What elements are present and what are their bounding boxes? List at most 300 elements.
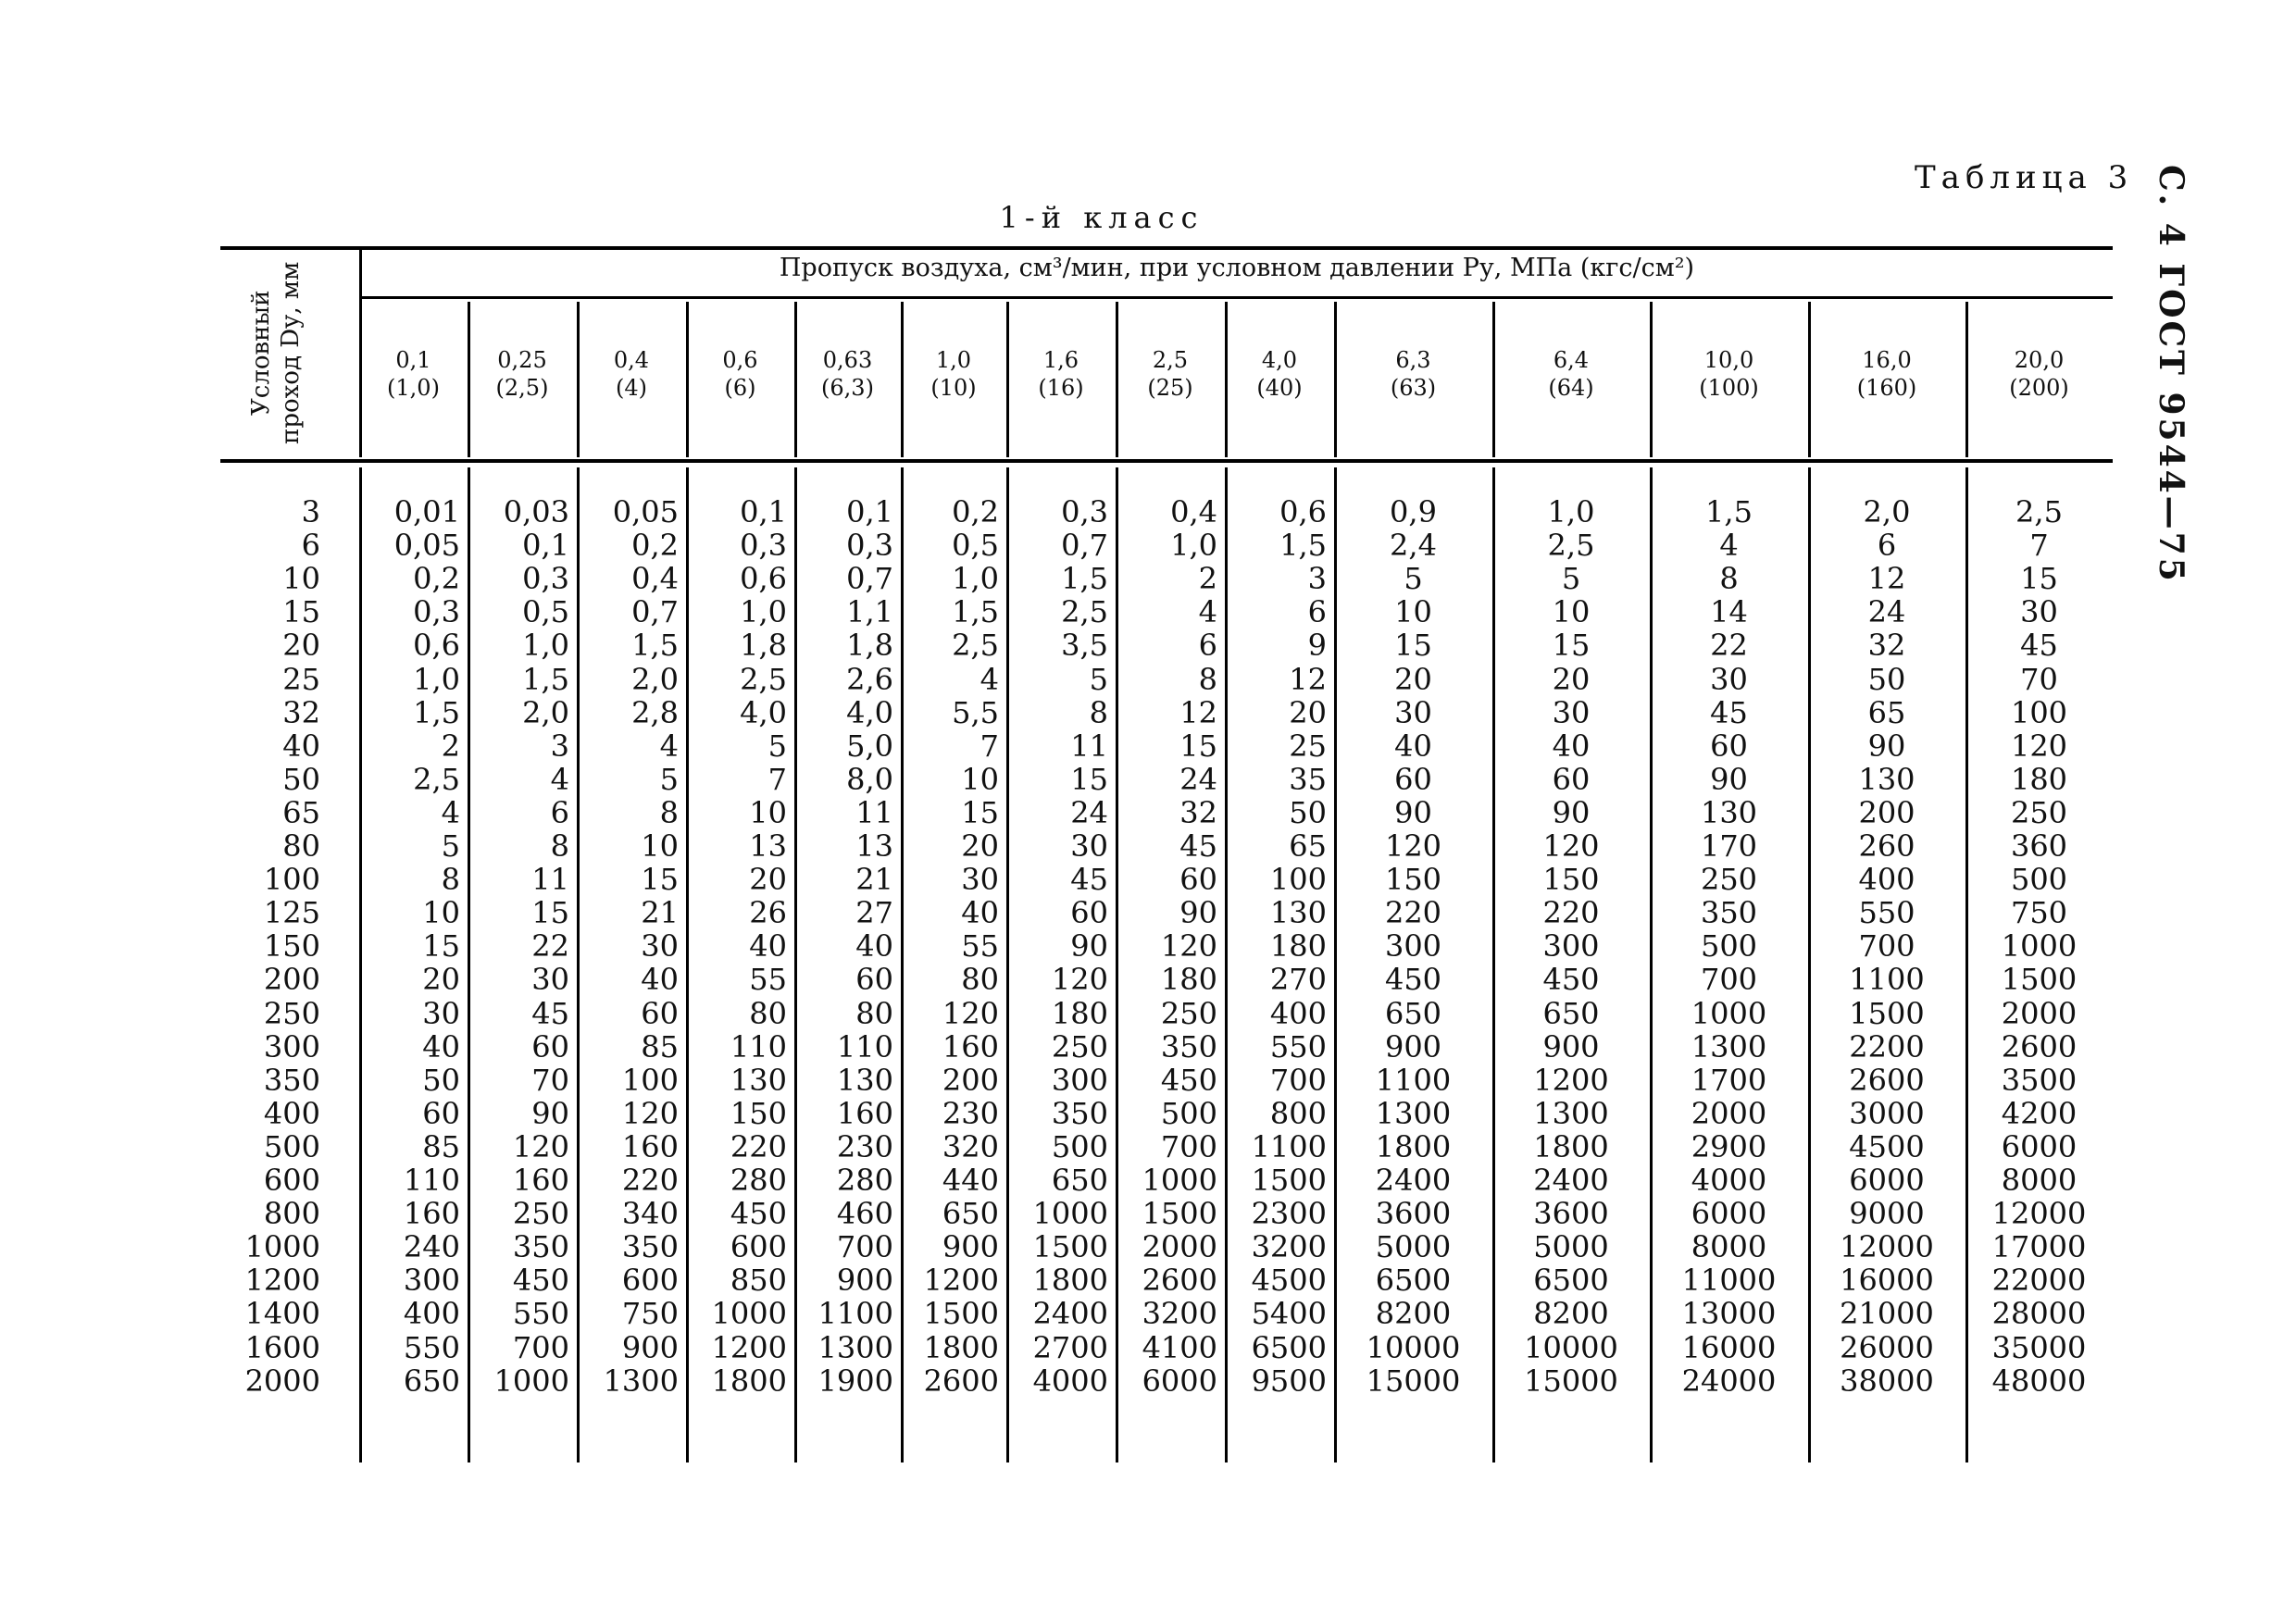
- value-cell: 16000: [1840, 1263, 1934, 1299]
- value-cell: 8: [441, 862, 460, 898]
- value-cell: 5400: [1251, 1296, 1327, 1332]
- value-cell: 0,1: [846, 494, 893, 529]
- value-cell: 1800: [711, 1363, 787, 1399]
- value-cell: 45: [1070, 862, 1108, 898]
- value-cell: 2600: [1849, 1062, 1925, 1098]
- value-cell: 1000: [1691, 995, 1767, 1031]
- value-cell: 0,3: [1061, 494, 1108, 529]
- value-cell: 5,5: [952, 694, 999, 730]
- value-cell: 40: [641, 962, 679, 998]
- value-cell: 900: [1384, 1028, 1442, 1064]
- value-cell: 2,5: [2015, 494, 2063, 529]
- value-cell: 0,3: [740, 528, 787, 564]
- value-cell: 6000: [1849, 1163, 1925, 1198]
- value-cell: 2300: [1251, 1196, 1327, 1232]
- value-cell: 0,9: [1390, 494, 1437, 529]
- value-cell: 1500: [1032, 1229, 1108, 1265]
- value-cell: 1100: [817, 1296, 893, 1332]
- value-cell: 600: [621, 1263, 679, 1299]
- value-cell: 1,0: [740, 594, 787, 630]
- value-cell: 60: [1394, 761, 1432, 797]
- value-cell: 900: [942, 1229, 999, 1265]
- value-cell: 180: [1160, 962, 1217, 998]
- value-cell: 120: [512, 1128, 569, 1164]
- standard-page-label: С. 4 ГОСТ 9544—75: [2152, 165, 2190, 584]
- value-cell: 90: [531, 1095, 569, 1131]
- value-cell: 22000: [1991, 1263, 2087, 1299]
- value-cell: 5,0: [846, 728, 893, 764]
- value-cell: 15: [531, 895, 569, 931]
- value-cell: 3600: [1375, 1196, 1452, 1232]
- value-cell: 40: [855, 928, 893, 965]
- value-cell: 2400: [1533, 1163, 1609, 1198]
- value-cell: 4500: [1251, 1263, 1327, 1299]
- value-cell: 1800: [1533, 1128, 1609, 1164]
- value-cell: 1000: [711, 1296, 787, 1332]
- value-cell: 1000: [2001, 928, 2078, 965]
- diameter-column-header: [220, 250, 331, 455]
- header-bottom-rule: [220, 459, 2113, 463]
- table-caption: Таблица 3: [1915, 159, 2134, 196]
- value-cell: 15000: [1524, 1363, 1618, 1399]
- value-cell: 9000: [1849, 1196, 1925, 1232]
- value-cell: 2,6: [846, 661, 893, 697]
- value-cell: 0,2: [631, 528, 679, 564]
- value-cell: 15: [961, 794, 999, 830]
- value-cell: 2900: [1691, 1128, 1767, 1164]
- value-cell: 1800: [1032, 1263, 1108, 1299]
- value-cell: 1500: [2001, 962, 2078, 998]
- value-cell: 15: [1179, 728, 1217, 764]
- value-cell: 5: [1089, 661, 1108, 697]
- value-cell: 200: [1858, 794, 1915, 830]
- value-cell: 25: [1289, 728, 1327, 764]
- value-cell: 1,5: [413, 694, 460, 730]
- value-cell: 150: [1384, 862, 1442, 898]
- value-cell: 1,0: [522, 628, 569, 664]
- pressure-column-header: 16,0 (160): [1856, 347, 1917, 401]
- value-cell: 90: [1179, 895, 1217, 931]
- value-cell: 130: [836, 1062, 893, 1098]
- value-cell: 1,5: [522, 661, 569, 697]
- value-cell: 3200: [1251, 1229, 1327, 1265]
- value-cell: 250: [512, 1196, 569, 1232]
- value-cell: 6000: [2001, 1128, 2078, 1164]
- value-cell: 0,3: [846, 528, 893, 564]
- value-cell: 700: [1858, 928, 1915, 965]
- value-cell: 2200: [1849, 1028, 1925, 1064]
- value-cell: 40: [1394, 728, 1432, 764]
- pressure-column-header: 1,0 (10): [930, 347, 977, 401]
- value-cell: 15: [2020, 561, 2058, 597]
- value-cell: 30: [1070, 828, 1108, 864]
- value-cell: 30: [531, 962, 569, 998]
- value-cell: 7: [980, 728, 999, 764]
- value-cell: 15000: [1366, 1363, 1461, 1399]
- value-cell: 8200: [1375, 1296, 1452, 1332]
- value-cell: 4000: [1032, 1363, 1108, 1399]
- value-cell: 130: [1269, 895, 1327, 931]
- value-cell: 100: [621, 1062, 679, 1098]
- value-cell: 6: [550, 794, 569, 830]
- value-cell: 15: [422, 928, 460, 965]
- pressure-column-header: 0,1 (1,0): [387, 347, 440, 401]
- value-cell: 12: [1867, 561, 1906, 597]
- value-cell: 3600: [1533, 1196, 1609, 1232]
- value-cell: 48000: [1991, 1363, 2087, 1399]
- value-cell: 45: [1710, 694, 1748, 730]
- value-cell: 2,5: [740, 661, 787, 697]
- value-cell: 24: [1867, 594, 1906, 630]
- value-cell: 240: [403, 1229, 460, 1265]
- value-cell: 180: [1269, 928, 1327, 965]
- value-cell: 500: [2010, 862, 2068, 898]
- value-cell: 60: [1552, 761, 1591, 797]
- value-cell: 3200: [1142, 1296, 1217, 1332]
- value-cell: 280: [730, 1163, 787, 1198]
- value-cell: 650: [1051, 1163, 1108, 1198]
- pressure-column-header: 0,6 (6): [722, 347, 758, 401]
- value-cell: 750: [2010, 895, 2068, 931]
- value-cell: 120: [942, 995, 999, 1031]
- value-cell: 24000: [1681, 1363, 1777, 1399]
- value-cell: 10: [961, 761, 999, 797]
- diameter-cell: 1200: [244, 1263, 320, 1299]
- body-column-rule: [577, 467, 580, 1462]
- value-cell: 8: [550, 828, 569, 864]
- value-cell: 6000: [1142, 1363, 1217, 1399]
- value-cell: 900: [836, 1263, 893, 1299]
- value-cell: 8,0: [846, 761, 893, 797]
- value-cell: 40: [961, 895, 999, 931]
- value-cell: 1,5: [631, 628, 679, 664]
- value-cell: 1300: [603, 1363, 679, 1399]
- diameter-cell: 400: [263, 1095, 320, 1131]
- body-column-rule: [1225, 467, 1228, 1462]
- value-cell: 0,2: [413, 561, 460, 597]
- value-cell: 100: [2010, 694, 2068, 730]
- value-cell: 300: [1542, 928, 1600, 965]
- value-cell: 35000: [1991, 1329, 2087, 1365]
- value-cell: 0,5: [952, 528, 999, 564]
- value-cell: 90: [1070, 928, 1108, 965]
- value-cell: 1100: [1849, 962, 1925, 998]
- value-cell: 450: [1542, 962, 1600, 998]
- value-cell: 1100: [1375, 1062, 1452, 1098]
- diameter-cell: 32: [282, 694, 320, 730]
- value-cell: 70: [2020, 661, 2058, 697]
- value-cell: 700: [1160, 1128, 1217, 1164]
- value-cell: 4: [980, 661, 999, 697]
- value-cell: 350: [1700, 895, 1758, 931]
- value-cell: 6500: [1251, 1329, 1327, 1365]
- value-cell: 2700: [1032, 1329, 1108, 1365]
- value-cell: 40: [422, 1028, 460, 1064]
- value-cell: 150: [1542, 862, 1600, 898]
- value-cell: 6000: [1691, 1196, 1767, 1232]
- value-cell: 60: [1710, 728, 1748, 764]
- value-cell: 21: [855, 862, 893, 898]
- value-cell: 22: [1710, 628, 1748, 664]
- value-cell: 10: [1552, 594, 1591, 630]
- value-cell: 60: [1070, 895, 1108, 931]
- table-top-rule: [220, 246, 2113, 250]
- value-cell: 10: [1394, 594, 1432, 630]
- value-cell: 11000: [1681, 1263, 1777, 1299]
- value-cell: 5: [767, 728, 787, 764]
- value-cell: 0,05: [393, 528, 460, 564]
- diameter-cell: 100: [263, 862, 320, 898]
- value-cell: 5: [1404, 561, 1423, 597]
- value-cell: 500: [1160, 1095, 1217, 1131]
- value-cell: 2,4: [1390, 528, 1437, 564]
- value-cell: 4,0: [846, 694, 893, 730]
- value-cell: 250: [1160, 995, 1217, 1031]
- value-cell: 400: [1269, 995, 1327, 1031]
- value-cell: 2000: [1691, 1095, 1767, 1131]
- pressure-column-header: 0,63 (6,3): [821, 347, 874, 401]
- value-cell: 1500: [1251, 1163, 1327, 1198]
- value-cell: 45: [2020, 628, 2058, 664]
- value-cell: 60: [855, 962, 893, 998]
- value-cell: 460: [836, 1196, 893, 1232]
- value-cell: 0,4: [1170, 494, 1217, 529]
- value-cell: 0,6: [413, 628, 460, 664]
- value-cell: 300: [403, 1263, 460, 1299]
- value-cell: 45: [531, 995, 569, 1031]
- value-cell: 550: [403, 1329, 460, 1365]
- value-cell: 2: [1198, 561, 1217, 597]
- value-cell: 350: [512, 1229, 569, 1265]
- pressure-column-header: 4,0 (40): [1256, 347, 1303, 401]
- value-cell: 4: [441, 794, 460, 830]
- value-cell: 350: [1051, 1095, 1108, 1131]
- value-cell: 650: [1384, 995, 1442, 1031]
- class-title: 1-й класс: [999, 200, 1204, 235]
- value-cell: 12000: [1991, 1196, 2087, 1232]
- value-cell: 130: [1700, 794, 1758, 830]
- value-cell: 30: [2020, 594, 2058, 630]
- value-cell: 2,5: [1061, 594, 1108, 630]
- diameter-cell: 150: [263, 928, 320, 965]
- diameter-cell: 600: [263, 1163, 320, 1198]
- value-cell: 90: [1710, 761, 1748, 797]
- value-cell: 1200: [923, 1263, 999, 1299]
- value-cell: 6500: [1533, 1263, 1609, 1299]
- value-cell: 40: [1552, 728, 1591, 764]
- value-cell: 220: [1542, 895, 1600, 931]
- value-cell: 45: [1179, 828, 1217, 864]
- value-cell: 1,0: [1547, 494, 1595, 529]
- value-cell: 450: [1384, 962, 1442, 998]
- value-cell: 550: [1269, 1028, 1327, 1064]
- value-cell: 20: [749, 862, 787, 898]
- value-cell: 120: [621, 1095, 679, 1131]
- value-cell: 12: [1289, 661, 1327, 697]
- value-cell: 60: [1179, 862, 1217, 898]
- value-cell: 350: [621, 1229, 679, 1265]
- value-cell: 900: [621, 1329, 679, 1365]
- pressure-column-header: 0,25 (2,5): [495, 347, 549, 401]
- value-cell: 0,1: [522, 528, 569, 564]
- pressure-column-header: 1,6 (16): [1038, 347, 1084, 401]
- pressure-column-header: 6,3 (63): [1390, 347, 1437, 401]
- value-cell: 4200: [2001, 1095, 2078, 1131]
- value-cell: 16000: [1681, 1329, 1777, 1365]
- value-cell: 160: [621, 1128, 679, 1164]
- value-cell: 160: [403, 1196, 460, 1232]
- value-cell: 10: [422, 895, 460, 931]
- value-cell: 1,0: [952, 561, 999, 597]
- value-cell: 1300: [1691, 1028, 1767, 1064]
- value-cell: 1700: [1691, 1062, 1767, 1098]
- value-cell: 550: [1858, 895, 1915, 931]
- value-cell: 90: [1552, 794, 1591, 830]
- value-cell: 2,0: [522, 694, 569, 730]
- value-cell: 11: [1070, 728, 1108, 764]
- airflow-span-header: Пропуск воздуха, см³/мин, при условном давлении Pу, МПа (кгс/см²): [779, 254, 1695, 282]
- value-cell: 150: [730, 1095, 787, 1131]
- diameter-cell: 800: [263, 1196, 320, 1232]
- value-cell: 1000: [1142, 1163, 1217, 1198]
- value-cell: 32: [1867, 628, 1906, 664]
- value-cell: 0,7: [631, 594, 679, 630]
- value-cell: 230: [942, 1095, 999, 1131]
- value-cell: 340: [621, 1196, 679, 1232]
- value-cell: 650: [403, 1363, 460, 1399]
- value-cell: 450: [1160, 1062, 1217, 1098]
- value-cell: 400: [403, 1296, 460, 1332]
- value-cell: 500: [1700, 928, 1758, 965]
- value-cell: 360: [2010, 828, 2068, 864]
- value-cell: 280: [836, 1163, 893, 1198]
- value-cell: 2400: [1375, 1163, 1452, 1198]
- value-cell: 80: [961, 962, 999, 998]
- value-cell: 120: [1051, 962, 1108, 998]
- value-cell: 15: [1070, 761, 1108, 797]
- value-cell: 11: [531, 862, 569, 898]
- value-cell: 2000: [1142, 1229, 1217, 1265]
- value-cell: 30: [961, 862, 999, 898]
- value-cell: 7: [2029, 528, 2049, 564]
- diameter-cell: 200: [263, 962, 320, 998]
- value-cell: 1500: [1849, 995, 1925, 1031]
- value-cell: 2,5: [1547, 528, 1595, 564]
- value-cell: 4: [550, 761, 569, 797]
- diameter-cell: 50: [282, 761, 320, 797]
- value-cell: 5000: [1375, 1229, 1452, 1265]
- value-cell: 2400: [1032, 1296, 1108, 1332]
- value-cell: 2: [441, 728, 460, 764]
- value-cell: 1,8: [740, 628, 787, 664]
- value-cell: 1,5: [1279, 528, 1327, 564]
- value-cell: 20: [1289, 694, 1327, 730]
- value-cell: 15: [1552, 628, 1591, 664]
- value-cell: 10000: [1366, 1329, 1461, 1365]
- value-cell: 0,2: [952, 494, 999, 529]
- value-cell: 8: [1089, 694, 1108, 730]
- diameter-cell: 3: [301, 494, 320, 529]
- value-cell: 4500: [1849, 1128, 1925, 1164]
- value-cell: 20: [422, 962, 460, 998]
- value-cell: 50: [1867, 661, 1906, 697]
- value-cell: 65: [1289, 828, 1327, 864]
- value-cell: 20: [1552, 661, 1591, 697]
- body-column-rule: [1006, 467, 1009, 1462]
- value-cell: 20: [1394, 661, 1432, 697]
- pressure-column-header: 6,4 (64): [1548, 347, 1594, 401]
- value-cell: 1000: [493, 1363, 569, 1399]
- diameter-cell: 40: [282, 728, 320, 764]
- value-cell: 15: [641, 862, 679, 898]
- value-cell: 350: [1160, 1028, 1217, 1064]
- value-cell: 300: [1051, 1062, 1108, 1098]
- value-cell: 1,5: [952, 594, 999, 630]
- value-cell: 26000: [1840, 1329, 1934, 1365]
- value-cell: 1300: [1375, 1095, 1452, 1131]
- value-cell: 1500: [1142, 1196, 1217, 1232]
- value-cell: 1,5: [1061, 561, 1108, 597]
- diameter-cell: 65: [282, 794, 320, 830]
- diameter-header-text: Условный проход Dу, мм: [247, 261, 305, 444]
- value-cell: 60: [531, 1028, 569, 1064]
- value-cell: 90: [1394, 794, 1432, 830]
- body-column-rule: [901, 467, 904, 1462]
- value-cell: 1500: [923, 1296, 999, 1332]
- value-cell: 38000: [1840, 1363, 1934, 1399]
- value-cell: 160: [836, 1095, 893, 1131]
- value-cell: 700: [1269, 1062, 1327, 1098]
- value-cell: 110: [836, 1028, 893, 1064]
- value-cell: 2,0: [1863, 494, 1911, 529]
- value-cell: 0,05: [612, 494, 679, 529]
- value-cell: 110: [403, 1163, 460, 1198]
- value-cell: 8: [1198, 661, 1217, 697]
- value-cell: 2000: [2001, 995, 2078, 1031]
- value-cell: 250: [2010, 794, 2068, 830]
- value-cell: 27: [855, 895, 893, 931]
- value-cell: 1100: [1251, 1128, 1327, 1164]
- value-cell: 0,6: [740, 561, 787, 597]
- value-cell: 750: [621, 1296, 679, 1332]
- value-cell: 0,01: [393, 494, 460, 529]
- value-cell: 30: [1394, 694, 1432, 730]
- value-cell: 120: [1384, 828, 1442, 864]
- value-cell: 1,5: [1705, 494, 1753, 529]
- value-cell: 14: [1710, 594, 1748, 630]
- value-cell: 500: [1051, 1128, 1108, 1164]
- value-cell: 4: [659, 728, 679, 764]
- value-cell: 21: [641, 895, 679, 931]
- diameter-cell: 125: [263, 895, 320, 931]
- value-cell: 550: [512, 1296, 569, 1332]
- value-cell: 32: [1179, 794, 1217, 830]
- value-cell: 10: [641, 828, 679, 864]
- body-column-rule: [794, 467, 797, 1462]
- value-cell: 11: [855, 794, 893, 830]
- value-cell: 160: [942, 1028, 999, 1064]
- diameter-cell: 25: [282, 661, 320, 697]
- value-cell: 180: [1051, 995, 1108, 1031]
- diameter-cell: 6: [301, 528, 320, 564]
- diameter-cell: 300: [263, 1028, 320, 1064]
- value-cell: 9500: [1251, 1363, 1327, 1399]
- value-cell: 2600: [1142, 1263, 1217, 1299]
- value-cell: 1800: [923, 1329, 999, 1365]
- value-cell: 130: [1858, 761, 1915, 797]
- value-cell: 4: [1198, 594, 1217, 630]
- value-cell: 1,0: [1170, 528, 1217, 564]
